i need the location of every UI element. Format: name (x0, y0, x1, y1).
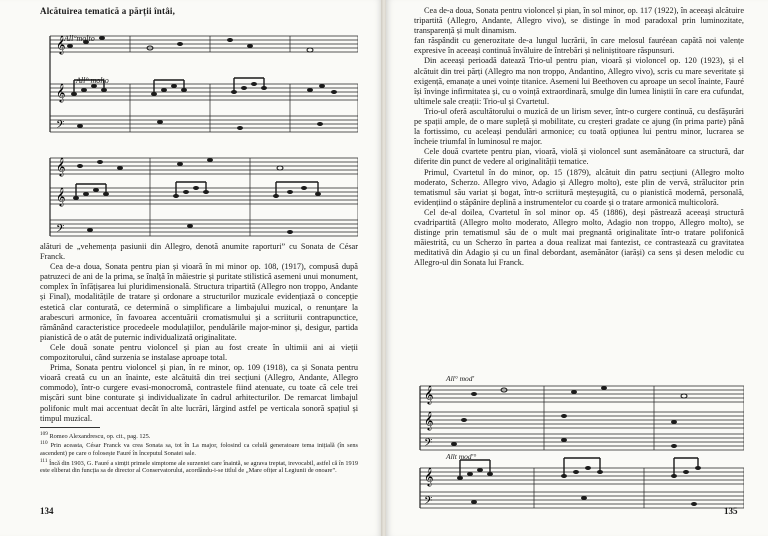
footnote-text: Romeo Alexandrescu, op. cit., pag. 125. (49, 432, 151, 440)
paragraph: Din aceeași perioadă datează Trio-ul pentru pian, vioară și violoncel op. 120 (1923), și el alcătuit din trei părți (Allegro ma non troppo, Andantino, Allegro vivo), scris cu mare severitate și exigență, emanațe a unei voințe titanice. Asemeni lui Beethoven cu aproape un secol înainte, Fauré își învinge infirmitatea și, cu o voință extraordinară, smulge din lumea liniștii în care era cufundat, ultimele sale creații: Trio-ul și Cvartetul. (414, 56, 744, 106)
footnote-rule (40, 427, 100, 428)
paragraph: Cele două cvartete pentru pian, vioară, violă și violoncel sunt asemănătoare ca structură, dar diferite din punct de vedere al originalității tematice. (414, 147, 744, 167)
staff-system-2 (50, 158, 358, 236)
footnote-number: 109 (40, 430, 48, 437)
paragraph: Prima, Sonata pentru violoncel și pian, în re minor, op. 109 (1918), ca și Sonata pentru vioară creată cu un an înainte, este alcătuită din trei secțiuni (Allegro, Andante, Allegro commodo), într-o curgere evasi-monocromă, contrastele fiind atenuate, cu toate că cele trei mișcări sunt bine conturate și individualizate în cadrul arhitecturilor. De remarcat limbajul polifonic mult mai accentuat decât în alte lucrări, lărgind astfel pe verticala sonoră spațiul și timpul muzical. (40, 363, 358, 423)
footnote (40, 431, 358, 441)
page-number: 135 (724, 506, 738, 516)
treble-clef-icon: 𝄞 (56, 189, 66, 206)
paragraph: Cea de-a doua, Sonata pentru pian și vioară în mi minor op. 108, (1917), compusă după patruzeci de ani de la prima, se înalță în măiestrie și puritate stilistică asemeni unui monument, complex în înfățișarea lui pluridimensională. Structura tripartită (Allegro non troppo, Andante și Final), modalitățile de tratare și ordonare a structurilor muzicale evidențiază o concepție estetică clar conturată, ce determină o simplificare a limbajului muzical, o renunțare la arabescuri armonice, în favoarea accentuării cromatismului și a scriiturii contrapunctice, rămânând caracteristice procedeele modulațiilor, pendulările major-minor și, desigur, partida pianistică de o atât de puternic individualizată originalitate. (40, 262, 358, 342)
paragraph: Primul, Cvartetul în do minor, op. 15 (1879), alcătuit din patru secțiuni (Allegro molto moderato, Scherzo. Allegro vivo, Adagio și Allegro molto), este plin de vervă, strălucitor prin tematismul său variat și bogat, într-o scriitură meșteșugită, cu o pianistică modernă, personală, evidențiind o stăpânire deplină a instrumentelor cu coarde și o tratare armonică multicoloră. (414, 167, 744, 207)
bass-clef-icon: 𝄢 (56, 118, 65, 133)
bass-clef-icon: 𝄢 (56, 222, 65, 237)
footnote-text: Prin aceasta, César Franck va crea Sonata sa, tot în La major, folosind ca celulă generatoare tema inițială (în sens ascendent) pe care o folosește Fauré în începutul Sonatei sale. (40, 442, 358, 458)
footnote-text: Încă din 1903, G. Fauré a simțit primele simptome ale surzeniei care înaintă, se agrava treptat, irevocabil, astfel că în 1919 este eliberat din funcția sa de director al Conservatorului, acordându-i-se titlul de „Mare ofițer al Legiunii de onoare”. (40, 459, 359, 475)
treble-clef-icon: 𝄞 (424, 469, 434, 486)
footnote-number: 111 (40, 457, 48, 464)
left-page (0, 0, 382, 536)
treble-clef-icon: 𝄞 (56, 37, 66, 54)
footnote (40, 458, 358, 475)
right-body-text (414, 6, 744, 268)
section-heading: Alcătuirea tematică a părții întâi, (40, 6, 176, 16)
paragraph: alături de „vehemența pasiunii din Allegro, denotă anumite raporturi” cu Sonata de César Franck. (40, 242, 358, 262)
right-page (386, 0, 768, 536)
music-example-right (414, 372, 744, 520)
bass-clef-icon: 𝄢 (424, 436, 433, 451)
paragraph: fan răspândit cu generozitate de-a lungul lucrării, în care melosul fauréean capătă noi valențe expresive în aceeași continuă învăluire de întrebări și neliniștitoare răspunsuri. (414, 36, 744, 56)
footnote (40, 440, 358, 457)
paragraph: Trio-ul oferă ascultătorului o muzică de un lirism sever, într-o curgere continuă, cu desfășurări pe spații ample, de o mare supleță și mobilitate, cu creșteri gradate ce ajung (în prima parte) până la fortissimo, cu aceleași pendulări armonice; cu toată opțiunea lui pentru minor, lucrarea se încheie triumfal în luminosul re major. (414, 106, 744, 147)
bass-clef-icon: 𝄢 (424, 494, 433, 509)
paragraph: Cel de-al doilea, Cvartetul în sol minor op. 45 (1886), deși păstrează aceeași structură cvadripartită (Allegro molto moderato, Allegro molto, Adagio non troppo, Allegro molto), se distinge prin tematismul său de o mult mai pregnantă originalitate într-o tratare polifonică măiestrită, cu un Scherzo în partea a doua realizat mai fantezist, ce contrastează cu gravitatea meditativă din Adagio și cu un final debordant, asemănător (iarăși) ca sens și desen melodic cu Allegro-ul din Sonata lui Franck. (414, 207, 744, 268)
tempo-marking-lower: All° molto (76, 76, 109, 85)
treble-clef-icon: 𝄞 (56, 85, 66, 102)
treble-clef-icon: 𝄞 (424, 387, 434, 404)
tempo-marking-top: All°molto (64, 34, 95, 43)
treble-clef-icon: 𝄞 (56, 159, 66, 176)
left-column (40, 6, 358, 16)
paragraph: Cele două sonate pentru violoncel și pian au fost create în ultimii ani ai vieții compozitorului, când surzenia se instalase aproape total. (40, 342, 358, 363)
left-body-text (40, 242, 358, 475)
footnote-number: 110 (40, 440, 48, 447)
tempo-marking-top: All° mod' (446, 374, 475, 383)
tempo-marking-lower: Allt mod'° (446, 452, 477, 461)
paragraph: Cea de-a doua, Sonata pentru violoncel și pian, în sol minor, op. 117 (1922), în aceeași alcătuire tripartită (Allegro, Andante, Allegro vivo), se distinge în mod paradoxal prin luminozitate, transparență și mult dinamism. (414, 6, 744, 36)
music-example-left (40, 28, 358, 240)
page-number: 134 (40, 506, 54, 516)
treble-clef-icon: 𝄞 (424, 413, 434, 430)
